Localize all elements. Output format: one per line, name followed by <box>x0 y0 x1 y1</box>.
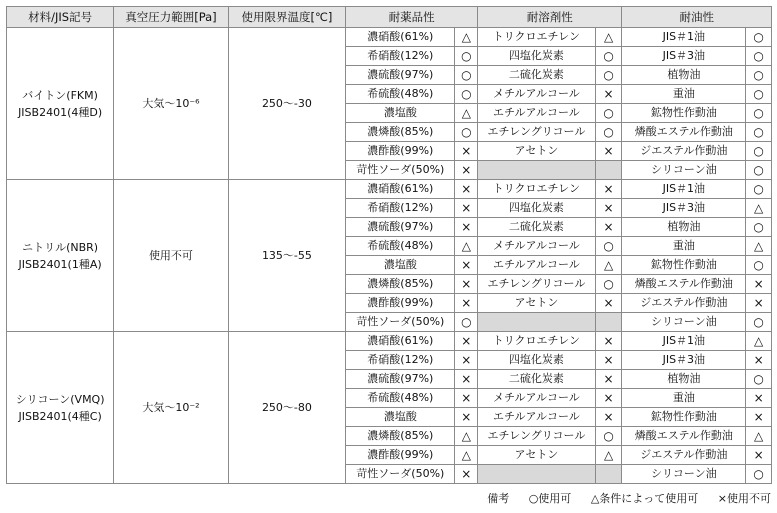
chemical-rating: △ <box>455 446 478 465</box>
solvent-rating: ○ <box>595 47 622 66</box>
oil-name: シリコーン油 <box>622 313 746 332</box>
chemical-name: 苛性ソーダ(50%) <box>346 465 455 484</box>
oil-rating: × <box>746 351 772 370</box>
solvent-rating: × <box>595 85 622 104</box>
table-row <box>7 28 772 47</box>
solvent-rating: × <box>595 332 622 351</box>
legend <box>0 490 771 508</box>
material-jis-code: JISB2401(4種C) <box>18 409 102 423</box>
chemical-name: 濃硝酸(61%) <box>346 332 455 351</box>
solvent-rating: ○ <box>595 237 622 256</box>
oil-name: ジエステル作動油 <box>622 446 746 465</box>
solvent-rating: ○ <box>595 66 622 85</box>
oil-rating: × <box>746 275 772 294</box>
chemical-rating: × <box>455 294 478 313</box>
chemical-name: 濃燐酸(85%) <box>346 427 455 446</box>
oil-rating: ○ <box>746 370 772 389</box>
oil-rating: △ <box>746 199 772 218</box>
solvent-rating: × <box>595 351 622 370</box>
chemical-rating: ○ <box>455 123 478 142</box>
oil-name: 植物油 <box>622 370 746 389</box>
pressure-range: 大気〜10⁻⁶ <box>114 28 228 180</box>
oil-name: ジエステル作動油 <box>622 142 746 161</box>
solvent-rating: × <box>595 408 622 427</box>
chemical-rating: △ <box>455 28 478 47</box>
chemical-name: 濃硫酸(97%) <box>346 218 455 237</box>
oil-rating: ○ <box>746 104 772 123</box>
header-material: 材料/JIS記号 <box>7 7 114 28</box>
material-name: ニトリル(NBR) <box>22 240 99 254</box>
pressure-range: 使用不可 <box>114 180 228 332</box>
temperature-limit: 250〜-30 <box>228 28 346 180</box>
chemical-name: 希硫酸(48%) <box>346 85 455 104</box>
solvent-rating: △ <box>595 446 622 465</box>
chemical-rating: ○ <box>455 66 478 85</box>
oil-name: 重油 <box>622 85 746 104</box>
table-row <box>7 180 772 199</box>
oil-rating: ○ <box>746 66 772 85</box>
solvent-name: メチルアルコール <box>478 237 596 256</box>
oil-name: 鉱物性作動油 <box>622 256 746 275</box>
chemical-name: 苛性ソーダ(50%) <box>346 161 455 180</box>
header-pressure: 真空圧力範囲[Pa] <box>114 7 228 28</box>
solvent-name: トリクロエチレン <box>478 332 596 351</box>
temperature-limit: 135〜-55 <box>228 180 346 332</box>
solvent-name: メチルアルコール <box>478 85 596 104</box>
resistance-table <box>6 6 772 484</box>
chemical-name: 希硫酸(48%) <box>346 389 455 408</box>
oil-name: 燐酸エステル作動油 <box>622 427 746 446</box>
chemical-rating: △ <box>455 427 478 446</box>
oil-name: 鉱物性作動油 <box>622 104 746 123</box>
oil-rating: ○ <box>746 142 772 161</box>
chemical-rating: × <box>455 389 478 408</box>
solvent-rating: △ <box>595 28 622 47</box>
oil-name: 燐酸エステル作動油 <box>622 275 746 294</box>
material-name: シリコーン(VMQ) <box>15 392 105 406</box>
solvent-rating: × <box>595 180 622 199</box>
solvent-name: エチレングリコール <box>478 427 596 446</box>
oil-rating: ○ <box>746 47 772 66</box>
solvent-name: エチルアルコール <box>478 104 596 123</box>
solvent-name: メチルアルコール <box>478 389 596 408</box>
oil-rating: ○ <box>746 256 772 275</box>
oil-name: シリコーン油 <box>622 465 746 484</box>
chemical-name: 濃硫酸(97%) <box>346 370 455 389</box>
header-row <box>7 7 772 28</box>
table-body <box>7 28 772 484</box>
chemical-rating: △ <box>455 237 478 256</box>
chemical-name: 濃燐酸(85%) <box>346 275 455 294</box>
chemical-rating: ○ <box>455 85 478 104</box>
table-row <box>7 332 772 351</box>
solvent-name: エチルアルコール <box>478 256 596 275</box>
oil-rating: △ <box>746 332 772 351</box>
solvent-name: トリクロエチレン <box>478 28 596 47</box>
oil-rating: ○ <box>746 218 772 237</box>
chemical-name: 希硝酸(12%) <box>346 199 455 218</box>
solvent-name: エチレングリコール <box>478 123 596 142</box>
legend-usable: ○使用可 <box>528 492 572 505</box>
chemical-name: 濃硝酸(61%) <box>346 180 455 199</box>
solvent-name: 二硫化炭素 <box>478 218 596 237</box>
pressure-range: 大気〜10⁻² <box>114 332 228 484</box>
chemical-name: 濃酢酸(99%) <box>346 446 455 465</box>
legend-conditional: △条件によって使用可 <box>590 492 699 505</box>
solvent-name: 四塩化炭素 <box>478 47 596 66</box>
chemical-name: 濃塩酸 <box>346 408 455 427</box>
solvent-name: トリクロエチレン <box>478 180 596 199</box>
solvent-name: エチルアルコール <box>478 408 596 427</box>
chemical-rating: × <box>455 408 478 427</box>
oil-name: JIS＃3油 <box>622 47 746 66</box>
oil-name: 植物油 <box>622 66 746 85</box>
oil-rating: ○ <box>746 313 772 332</box>
oil-rating: ○ <box>746 161 772 180</box>
solvent-name: アセトン <box>478 294 596 313</box>
header-solvent: 耐溶剤性 <box>478 7 622 28</box>
material-name-cell <box>7 332 114 484</box>
header-chemical: 耐薬品性 <box>346 7 478 28</box>
solvent-rating <box>595 465 622 484</box>
legend-unusable: ×使用不可 <box>717 492 771 505</box>
oil-name: 燐酸エステル作動油 <box>622 123 746 142</box>
oil-name: 植物油 <box>622 218 746 237</box>
solvent-name: 二硫化炭素 <box>478 370 596 389</box>
solvent-rating <box>595 161 622 180</box>
chemical-name: 希硝酸(12%) <box>346 351 455 370</box>
legend-remarks: 備考 <box>487 492 510 505</box>
solvent-rating: × <box>595 218 622 237</box>
chemical-rating: × <box>455 218 478 237</box>
chemical-name: 濃硫酸(97%) <box>346 66 455 85</box>
material-name-cell <box>7 180 114 332</box>
oil-rating: × <box>746 294 772 313</box>
oil-rating: ○ <box>746 465 772 484</box>
oil-rating: ○ <box>746 180 772 199</box>
solvent-name: アセトン <box>478 142 596 161</box>
oil-rating: ○ <box>746 123 772 142</box>
chemical-name: 濃燐酸(85%) <box>346 123 455 142</box>
oil-name: JIS＃1油 <box>622 332 746 351</box>
solvent-name <box>478 465 596 484</box>
solvent-rating: × <box>595 389 622 408</box>
solvent-rating: ○ <box>595 123 622 142</box>
oil-name: JIS＃3油 <box>622 351 746 370</box>
chemical-name: 濃酢酸(99%) <box>346 142 455 161</box>
solvent-rating: × <box>595 370 622 389</box>
chemical-rating: × <box>455 370 478 389</box>
oil-rating: × <box>746 446 772 465</box>
oil-name: 重油 <box>622 237 746 256</box>
chemical-rating: × <box>455 465 478 484</box>
material-jis-code: JISB2401(4種D) <box>18 105 103 119</box>
chemical-name: 濃塩酸 <box>346 104 455 123</box>
material-name-cell <box>7 28 114 180</box>
solvent-rating: △ <box>595 256 622 275</box>
chemical-rating: △ <box>455 104 478 123</box>
oil-name: シリコーン油 <box>622 161 746 180</box>
solvent-rating: × <box>595 294 622 313</box>
oil-rating: ○ <box>746 85 772 104</box>
chemical-rating: × <box>455 199 478 218</box>
chemical-rating: × <box>455 161 478 180</box>
oil-name: JIS＃1油 <box>622 28 746 47</box>
oil-name: JIS＃3油 <box>622 199 746 218</box>
temperature-limit: 250〜-80 <box>228 332 346 484</box>
chemical-rating: × <box>455 275 478 294</box>
chemical-name: 希硫酸(48%) <box>346 237 455 256</box>
header-temperature: 使用限界温度[℃] <box>228 7 346 28</box>
oil-name: ジエステル作動油 <box>622 294 746 313</box>
solvent-rating: ○ <box>595 275 622 294</box>
header-oil: 耐油性 <box>622 7 772 28</box>
chemical-rating: ○ <box>455 313 478 332</box>
solvent-name <box>478 161 596 180</box>
solvent-name: 四塩化炭素 <box>478 351 596 370</box>
chemical-rating: ○ <box>455 47 478 66</box>
chemical-name: 濃塩酸 <box>346 256 455 275</box>
oil-name: JIS＃1油 <box>622 180 746 199</box>
solvent-rating: × <box>595 199 622 218</box>
chemical-rating: × <box>455 256 478 275</box>
oil-name: 重油 <box>622 389 746 408</box>
oil-rating: ○ <box>746 28 772 47</box>
solvent-rating <box>595 313 622 332</box>
chemical-rating: × <box>455 142 478 161</box>
solvent-name: 二硫化炭素 <box>478 66 596 85</box>
oil-rating: △ <box>746 427 772 446</box>
chemical-name: 濃酢酸(99%) <box>346 294 455 313</box>
solvent-name <box>478 313 596 332</box>
oil-rating: × <box>746 408 772 427</box>
material-name: バイトン(FKM) <box>22 88 98 102</box>
oil-rating: △ <box>746 237 772 256</box>
material-jis-code: JISB2401(1種A) <box>18 257 102 271</box>
solvent-name: アセトン <box>478 446 596 465</box>
solvent-name: エチレングリコール <box>478 275 596 294</box>
solvent-rating: ○ <box>595 427 622 446</box>
chemical-rating: × <box>455 180 478 199</box>
chemical-rating: × <box>455 332 478 351</box>
chemical-name: 濃硝酸(61%) <box>346 28 455 47</box>
solvent-name: 四塩化炭素 <box>478 199 596 218</box>
oil-rating: × <box>746 389 772 408</box>
chemical-name: 希硝酸(12%) <box>346 47 455 66</box>
oil-name: 鉱物性作動油 <box>622 408 746 427</box>
solvent-rating: × <box>595 142 622 161</box>
chemical-name: 苛性ソーダ(50%) <box>346 313 455 332</box>
solvent-rating: ○ <box>595 104 622 123</box>
chemical-rating: × <box>455 351 478 370</box>
